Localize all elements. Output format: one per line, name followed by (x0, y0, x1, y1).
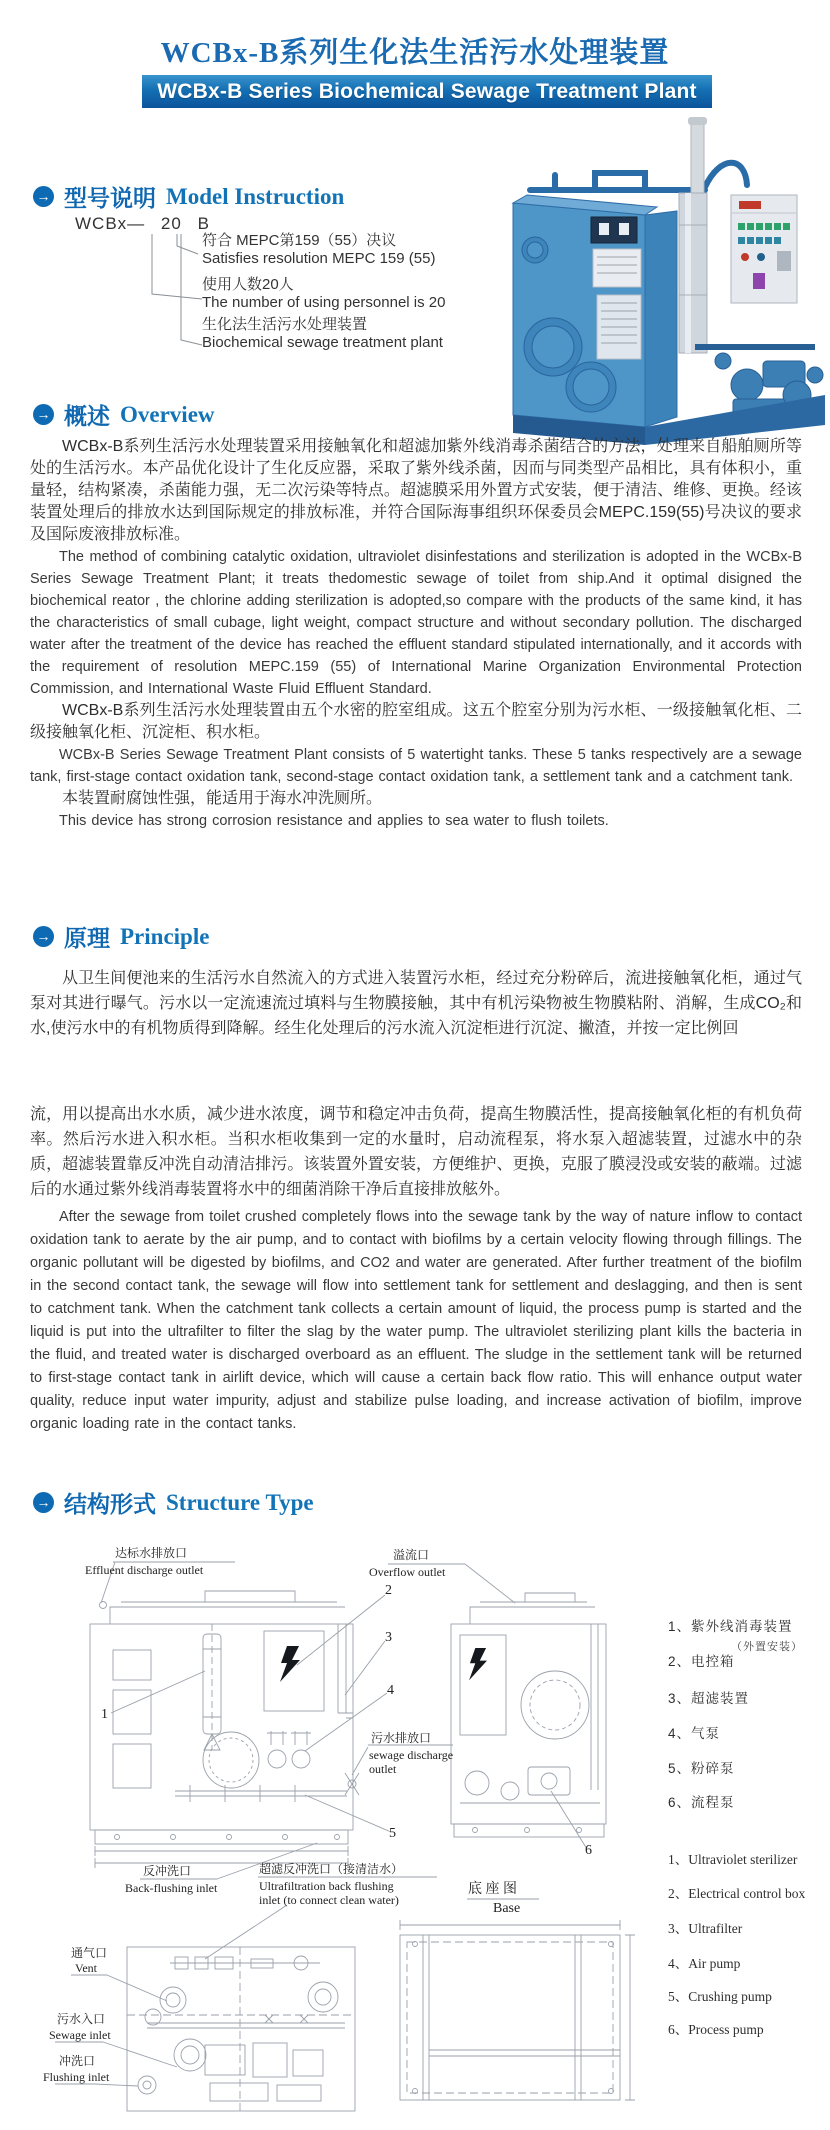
section-title-zh: 型号说明 (64, 185, 156, 211)
part-item: 5、Crushing pump (668, 1989, 772, 2004)
part-item: 4、Air pump (668, 1956, 741, 1971)
label-back-flushing-en: Back-flushing inlet (125, 1881, 218, 1895)
overview-text (30, 436, 802, 832)
callout-1: 1 (101, 1707, 108, 1722)
section-heading-principle (33, 920, 209, 953)
principle-text-en (30, 1206, 802, 1436)
overview-paragraph-en-2: WCBx-B Series Sewage Treatment Plant consists of 5 watertight tanks. These 5 tanks respectively are a sewage tank, first-stage contact oxidation tank, second-stage contact oxidation tank, a settlement tank and a catchment tank. (30, 747, 802, 785)
overview-paragraph-zh-3: 本装置耐腐蚀性强，能适用于海水冲洗厕所。 (62, 790, 383, 807)
label-effluent-outlet-en: Effluent discharge outlet (85, 1563, 204, 1577)
product-photo (495, 95, 830, 445)
section-title-zh: 原理 (64, 925, 110, 951)
part-item: 6、流程泵 (668, 1795, 735, 1810)
label-uf-back-flushing-en1: Ultrafiltration back flushing (259, 1879, 394, 1893)
section-title-en: Overview (120, 401, 215, 427)
title-banner: WCBx-B Series Biochemical Sewage Treatment Plant (142, 75, 712, 108)
label-vent-zh: 通气口 (71, 1946, 108, 1960)
model-code-prefix: WCBx— (75, 214, 146, 233)
model-annotation-1 (202, 232, 435, 268)
overview-paragraph-zh-1: WCBx-B系列生活污水处理装置采用接触氧化和超滤加紫外线消毒杀菌结合的方法，处理来自船舶厕所等处的生活污水。本产品优化设计了生化反应器，采取了紫外线杀菌，因而与同类型产品相比，具有体积小，重量轻，结构紧凑，杀菌能力强，无二次污染等特点。超滤膜采用外置方式安装，便于清洁、维修、更换。经该装置处理后的排放水达到国际规定的排放标准，并符合国际海事组织环保委员会MEPC.159(55)号决议的要求及国际废液排放标准。 (30, 438, 802, 543)
arrow-bullet-icon: → (33, 1492, 54, 1513)
external-install-note: （外置安装） (731, 1641, 803, 1653)
annotation-en: Biochemical sewage treatment plant (202, 334, 443, 351)
annotation-en: The number of using personnel is 20 (202, 294, 446, 311)
annotation-en: Satisfies resolution MEPC 159 (55) (202, 250, 436, 267)
structure-diagram (43, 1545, 830, 2130)
label-overflow-outlet-en: Overflow outlet (369, 1565, 446, 1579)
overview-paragraph-en-3: This device has strong corrosion resistance and applies to sea water to flush toilets. (59, 813, 609, 829)
annotation-zh: 符合 MEPC第159（55）决议 (202, 232, 397, 249)
part-item: 5、粉碎泵 (668, 1761, 735, 1776)
label-vent-en: Vent (75, 1961, 97, 1975)
annotation-zh: 生化法生活污水处理装置 (202, 316, 368, 333)
label-uf-back-flushing-zh: 超滤反冲洗口（接清洁水） (259, 1862, 404, 1876)
label-effluent-outlet-zh: 达标水排放口 (115, 1546, 188, 1560)
label-base-view-en: Base (493, 1901, 521, 1916)
label-uf-back-flushing-en2: inlet (to connect clean water) (259, 1893, 399, 1907)
label-back-flushing-zh: 反冲洗口 (143, 1864, 192, 1878)
principle-paragraph-zh-2: 流，用以提高出水水质，减少进水浓度，调节和稳定冲击负荷，提高生物膜活性，提高接触氧化柜的有机负荷率。然后污水进入积水柜。当积水柜收集到一定的水量时，启动流程泵，将水泵入超滤装置，过滤水中的杂质，超滤装置靠反冲洗自动清洁排污。该装置外置安装，方便维护、更换，克服了膜浸没或安装的蔽端。过滤后的水通过紫外线消毒装置将水中的细菌消除干净后直接排放舷外。 (30, 1106, 802, 1198)
model-code-suffix: B (197, 214, 210, 233)
overview-paragraph-zh-2: WCBx-B系列生活污水处理装置由五个水密的腔室组成。这五个腔室分别为污水柜、一级接触氧化柜、二级接触氧化柜、沉淀柜、积水柜。 (30, 702, 802, 741)
label-sewage-discharge-zh: 污水排放口 (371, 1731, 432, 1745)
principle-text-zh-part1 (30, 966, 802, 1041)
label-sewage-inlet-en: Sewage inlet (49, 2028, 111, 2042)
section-title-en: Principle (120, 923, 210, 949)
part-item: 3、超滤装置 (668, 1691, 750, 1706)
principle-paragraph-en: After the sewage from toilet crushed completely flows into the sewage tank by the way of nature inflow to contact oxidation tank to aerate by the air pump, and to contact with biofilms by a certain velocity flowing through fillings. The organic pollutant will be digested by biofilms, and CO2 and water are generated. After further treatment of the biofilm in the second contact tank, the sewage will flow into settlement tank for settlement and deslagging, and then is sent to catchment tank. When the catchment tank collects a certain amount of liquid, the process pump is started and the liquid is put into the ultrafilter to filter the slag by the water pump. The ultraviolet sterilizing plant kills the bacteria in the fluid, and treated water is discharged overboard as an effluent. The sludge in the settlement tank will be returned to first-stage contact tank in airlift device, which will cause a certain back flow ratio. This will enhance output water quality, reduce input water impurity, adjust and stabilize pulse loading, and increase activation of biofilm, improve organic loading rate in the contact tanks. (30, 1209, 802, 1432)
label-sewage-discharge-en1: sewage discharge (369, 1748, 454, 1762)
part-item: 3、Ultrafilter (668, 1921, 743, 1936)
part-item: 4、气泵 (668, 1726, 721, 1741)
section-title-en: Structure Type (166, 1489, 314, 1515)
callout-6: 6 (585, 1843, 592, 1858)
model-annotation-3 (202, 316, 443, 352)
annotation-zh: 使用人数20人 (202, 276, 294, 293)
part-item: 1、紫外线消毒装置 (668, 1619, 793, 1634)
section-title-en: Model Instruction (166, 183, 345, 209)
label-flushing-inlet-en: Flushing inlet (43, 2070, 110, 2084)
label-base-view-zh: 底 座 图 (468, 1882, 517, 1897)
arrow-bullet-icon: → (33, 926, 54, 947)
callout-3: 3 (385, 1630, 392, 1645)
arrow-bullet-icon: → (33, 404, 54, 425)
section-heading-structure (33, 1486, 314, 1519)
callout-2: 2 (385, 1583, 392, 1598)
model-annotation-2 (202, 276, 445, 312)
principle-paragraph-zh-1: 从卫生间便池来的生活污水自然流入的方式进入装置污水柜，经过充分粉碎后，流进接触氧化柜，通过气泵对其进行曝气。污水以一定流速流过填料与生物膜接触，其中有机污染物被生物膜粘附、消解，生成CO₂和水,使污水中的有机物质得到降解。经生化处理后的污水流入沉淀柜进行沉淀、撇渣，并按一定比例回 (30, 970, 802, 1037)
label-sewage-inlet-zh: 污水入口 (57, 2012, 106, 2026)
part-item: 2、Electrical control box (668, 1886, 806, 1901)
overview-paragraph-en-1: The method of combining catalytic oxidation, ultraviolet disinfestations and sterilization is adopted in the WCBx-B Series Sewage Treatment Plant; it treats thedomestic sewage of toilet from ship.And it optimal disigned the biochemical reator , the chlorine adding sterilization is adopted,so compare with the products of the same kind, it has the characteristics of small cubage, light weight, compact structure and without secondary pollution. The discharged water after the treatment of the device has reached the effluent standard stipulated internationally, and it accords with the requirement of resolution MEPC.159 (55) of International Marine Organization Environmental Protection Commission, and International Waste Fluid Effluent Standard. (30, 549, 802, 697)
principle-text-zh-part2 (30, 1102, 802, 1202)
page-title: WCBx-B系列生化法生活污水处理装置 (160, 37, 670, 69)
section-heading-overview (33, 398, 215, 431)
callout-4: 4 (387, 1683, 394, 1698)
section-title-zh: 概述 (64, 403, 110, 429)
part-item: 1、Ultraviolet sterilizer (668, 1852, 798, 1867)
hazard-lightning-icon (280, 1646, 487, 1682)
callout-5: 5 (389, 1826, 396, 1841)
arrow-bullet-icon: → (33, 186, 54, 207)
part-item: 6、Process pump (668, 2022, 764, 2037)
section-title-zh: 结构形式 (64, 1491, 156, 1517)
label-overflow-outlet-zh: 溢流口 (393, 1548, 430, 1562)
part-item: 2、电控箱 (668, 1654, 735, 1669)
section-heading-model (33, 180, 344, 213)
label-flushing-inlet-zh: 冲洗口 (59, 2054, 96, 2068)
model-code-number: 20 (160, 214, 182, 233)
label-sewage-discharge-en2: outlet (369, 1762, 397, 1776)
